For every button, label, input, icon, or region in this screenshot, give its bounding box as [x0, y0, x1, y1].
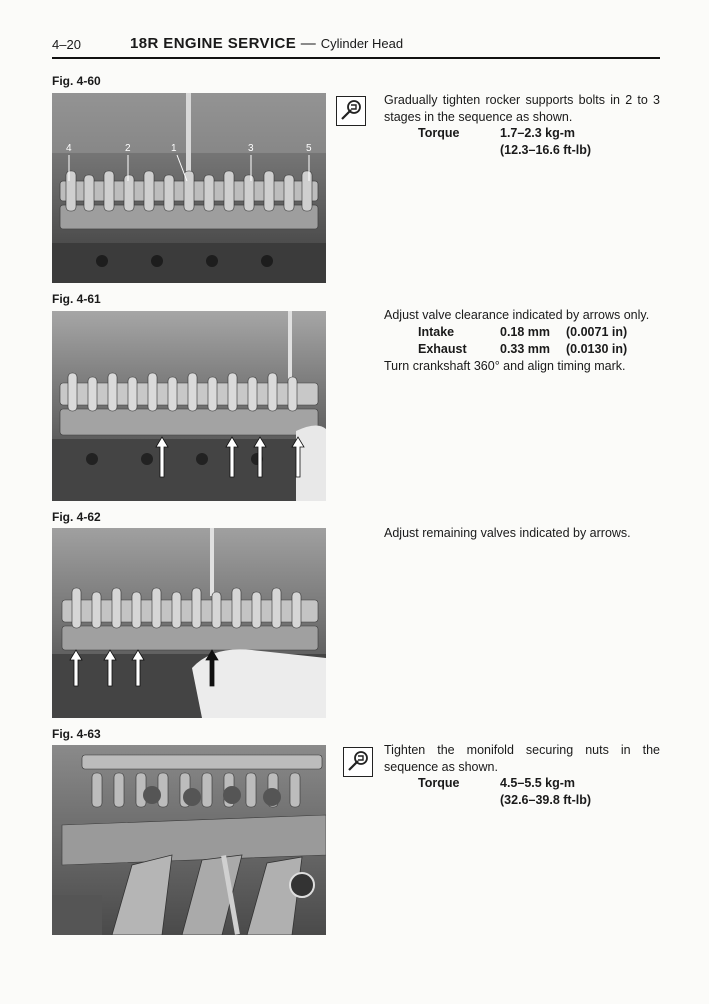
engine-photo-fig-4-60: [52, 93, 326, 283]
fig-4-60-instructions: Gradually tighten rocker supports bolts in 2 to 3 stages in the sequence as shown. Torque 1.7–2.3 kg-m (12.3–16.6 ft-lb): [384, 93, 660, 157]
torque-spec: Torque 1.7–2.3 kg-m: [418, 126, 576, 140]
callout-2: 2: [125, 143, 131, 154]
page-header: [52, 35, 660, 57]
torque-spec-imperial: (12.3–16.6 ft-lb): [500, 143, 592, 157]
fig-4-62-instructions: Adjust remaining valves indicated by arrows.: [384, 526, 631, 540]
callout-1: 1: [171, 143, 177, 154]
callout-4: 4: [66, 143, 72, 154]
figure-label: Fig. 4-61: [52, 292, 101, 306]
fig-4-63-instructions: Tighten the monifold securing nuts in the sequence as shown. Torque 4.5–5.5 kg-m (32.6–39.8 ft-lb): [384, 743, 660, 807]
figure-label: Fig. 4-62: [52, 510, 101, 524]
engine-photo-fig-4-62: [52, 528, 326, 718]
fig-4-61-instructions: Adjust valve clearance indicated by arrows only. Intake 0.18 mm (0.0071 in) Exhaust 0.33 mm (0.0130 in) Turn crankshaft 360° and align timing mark.: [384, 307, 660, 374]
callout-3: 3: [248, 143, 254, 154]
section-subtitle: Cylinder Head: [320, 36, 404, 51]
torque-wrench-icon: [336, 96, 366, 126]
page-title: 18R ENGINE SERVICE — Cylinder Head: [130, 35, 404, 52]
figure-label: Fig. 4-60: [52, 74, 101, 88]
clearance-exhaust: Exhaust 0.33 mm (0.0130 in): [418, 341, 628, 356]
callout-5: 5: [306, 143, 312, 154]
clearance-intake: Intake 0.18 mm (0.0071 in): [418, 324, 628, 339]
engine-photo-fig-4-63: [52, 745, 326, 935]
torque-wrench-icon: [343, 747, 373, 777]
header-rule: [52, 57, 660, 59]
engine-photo-fig-4-61: [52, 311, 326, 501]
torque-spec-imperial: (32.6–39.8 ft-lb): [500, 793, 592, 807]
torque-spec: Torque 4.5–5.5 kg-m: [418, 776, 576, 790]
figure-label: Fig. 4-63: [52, 727, 101, 741]
page-number: 4–20: [52, 37, 81, 52]
